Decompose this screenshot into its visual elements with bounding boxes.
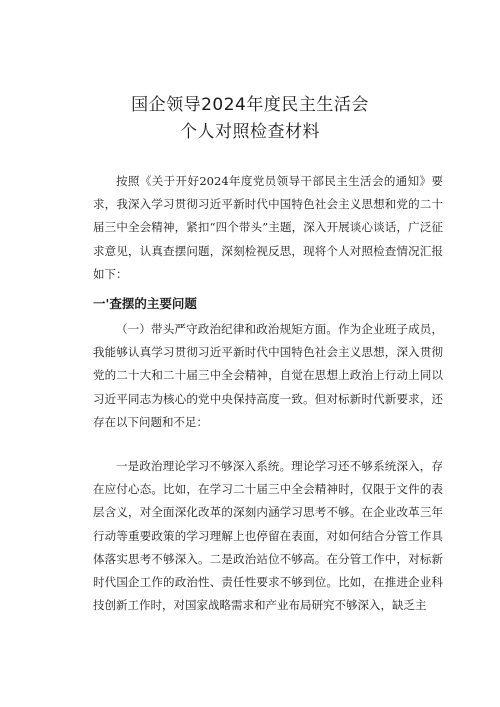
- body-paragraph-1: （一）带头严守政治纪律和政治规矩方面。作为企业班子成员，我能够认真学习贯彻习近平新时代中国特色社会主义思想，深入贯彻党的二十大和二十届三中全会精神，自觉在思想上政治上行动上同以习近平同志为核心的党中央保持高度一致。但对标新时代新要求，还存在以下问题和不足：: [93, 322, 443, 429]
- document-title-line-2: 个人对照检查材料: [180, 122, 320, 142]
- intro-paragraph: 按照《关于开好2024年度党员领导干部民主生活会的通知》要求，我深入学习贯彻习近平新时代中国特色社会主义思想和党的二十届三中全会精神，紧扣“四个带头”主题，深入开展谈心谈话，广泛征求意见，认真查摆问题，深刻检视反思，现将个人对照检查情况汇报如下：: [93, 174, 443, 281]
- body-paragraph-2: 一是政治理论学习不够深入系统。理论学习还不够系统深入，存在应付心态。比如，在学习二十届三中全会精神时，仅限于文件的表层含义，对全面深化改革的深刻内涵学习思考不够。在企业改革三年行动等重要政策的学习理解上也停留在表面，对如何结合分管工作具体落实思考不够深入。二是政治站位不够高。在分管工作中，对标新时代国企工作的政治性、责任性要求不够到位。比如，在推进企业科技创新工作时，对国家战略需求和产业布局研究不够深入，缺乏主: [93, 459, 443, 613]
- section-heading: 一'查摆的主要问题: [93, 296, 197, 311]
- document-title-line-1: 国企领导2024年度民主生活会: [131, 95, 369, 115]
